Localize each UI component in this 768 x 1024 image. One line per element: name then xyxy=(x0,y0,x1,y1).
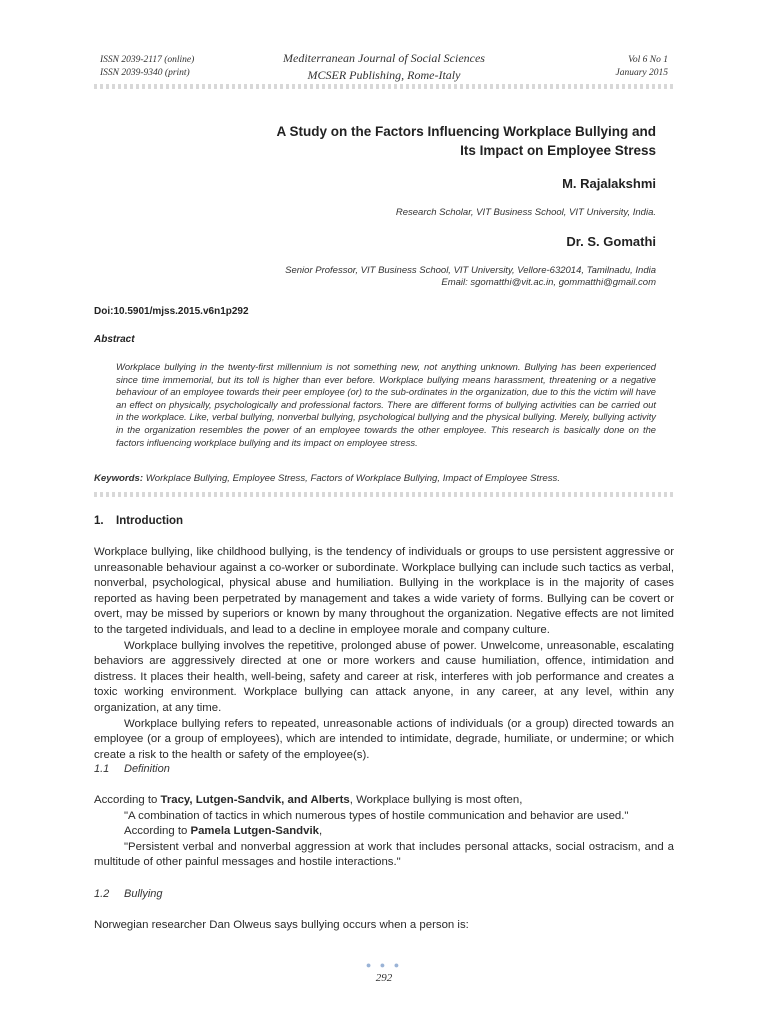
title-line-1: A Study on the Factors Influencing Workplace Bullying and xyxy=(276,124,656,139)
cited-author: Pamela Lutgen-Sandvik xyxy=(190,825,319,838)
header-journal xyxy=(250,50,518,84)
author-affiliation-1: Research Scholar, VIT Business School, VIT University, India. xyxy=(395,207,656,218)
affiliation-text: Senior Professor, VIT Business School, VIT University, Vellore-632014, Tamilnadu, India xyxy=(285,265,656,276)
section-heading-introduction xyxy=(94,515,183,527)
subsection-title: Definition xyxy=(124,763,170,775)
journal-name: Mediterranean Journal of Social Sciences xyxy=(283,51,485,65)
paper-title xyxy=(156,122,656,160)
definition-quote-1: "A combination of tactics in which numerous types of hostile communication and behavior are used." xyxy=(124,809,629,822)
subsection-heading-bullying xyxy=(94,888,163,900)
header-issn xyxy=(100,54,194,80)
issue-date: January 2015 xyxy=(615,68,668,78)
definition-line-1 xyxy=(94,793,674,809)
volume: Vol 6 No 1 xyxy=(628,55,668,65)
author-name-1: M. Rajalakshmi xyxy=(562,176,656,191)
subsection-title: Bullying xyxy=(124,888,163,900)
intro-paragraph-1: Workplace bullying, like childhood bullying, is the tendency of individuals or groups to use persistent aggressive or unreasonable behaviour against a co-worker or subordinate. Workplace bullying can include such tactics as verbal, nonverbal, psychological, physical abuse and humiliation. Bullying in the workplace is in the majority of cases reported as having been perpetrated by management and takes a wide variety of forms. Bullying can be covert or overt, may be missed by superiors or known by many throughout the organization. Negative effects are not limited to the targeted individuals, and lead to a decline in employee morale and company culture. xyxy=(94,546,674,636)
keywords-value: Workplace Bullying, Employee Stress, Factors of Workplace Bullying, Impact of Employee Stress. xyxy=(145,473,561,484)
abstract-divider xyxy=(94,492,676,497)
keywords-label: Keywords: xyxy=(94,473,144,484)
subsection-number: 1.1 xyxy=(94,763,110,775)
intro-paragraph-3: Workplace bullying refers to repeated, unreasonable actions of individuals (or a group) directed towards an employee (or a group of employees), which are intended to intimidate, degrade, humiliate, or undermine; or which create a risk to the health or safety of the employee(s). xyxy=(94,717,674,761)
section-title: Introduction xyxy=(116,515,184,527)
abstract-text: Workplace bullying in the twenty-first millennium is not something new, not anything unknown. Bullying has been experienced since time immemorial, but its toll is higher than ever before. Workplace bullying means harassment, threatening or a negative behaviour of an employee towards their peer employee (or) to the sub-ordinates in the organization, due to this the victim will have an effect on physically, psychologically and professional factors. There are different forms of bullying activities can be carried out in the workplace. Like, verbal bullying, nonverbal bullying, psychological bullying and the physical bullying. Merely, bullying activity in the organization resembles the power of an employee towards the other employee. This research is basically done on the factors influencing workplace bullying and its impact on employee stress. xyxy=(116,361,656,448)
page-number: 292 xyxy=(375,972,393,984)
introduction-body xyxy=(94,545,674,763)
publisher: MCSER Publishing, Rome-Italy xyxy=(307,68,461,82)
text: , Workplace bullying is most often, xyxy=(349,794,523,806)
issn-online: ISSN 2039-2117 (online) xyxy=(100,55,195,65)
definition-body xyxy=(94,793,674,871)
header-issue xyxy=(615,54,668,80)
intro-paragraph-2: Workplace bullying involves the repetitive, prolonged abuse of power. Unwelcome, unreasonable, escalating behaviors are aggressively directed at one or more workers and cause humiliation, offence, intimidation and distress. It places their health, well-being, safety and career at risk, interferes with job performance and creates a toxic working environment. Workplace bullying can attack anyone, in any career, at any level, within any organization, at any time. xyxy=(94,639,674,714)
subsection-number: 1.2 xyxy=(94,888,110,900)
author-affiliation-2 xyxy=(285,265,656,289)
cited-authors: Tracy, Lutgen-Sandvik, and Alberts xyxy=(160,794,350,806)
title-line-2: Its Impact on Employee Stress xyxy=(460,143,656,158)
subsection-heading-definition xyxy=(94,763,170,775)
issn-print: ISSN 2039-9340 (print) xyxy=(100,68,190,78)
author-name-2: Dr. S. Gomathi xyxy=(566,234,656,249)
section-number: 1. xyxy=(94,515,104,527)
definition-quote-2: "Persistent verbal and nonverbal aggression at work that includes personal attacks, social ostracism, and a multitude of other painful messages and hostile interactions." xyxy=(94,840,674,869)
author-email: Email: sgomatthi@vit.ac.in, gommatthi@gmail.com xyxy=(441,277,656,288)
keywords xyxy=(94,473,560,484)
abstract-heading: Abstract xyxy=(94,334,135,345)
header-divider xyxy=(94,84,676,89)
text: According to xyxy=(124,825,191,838)
definition-line-2 xyxy=(94,824,674,840)
text: According to xyxy=(94,794,161,806)
bullying-body xyxy=(94,918,674,934)
footer-dots: ● ● ● xyxy=(365,960,403,970)
doi: Doi:10.5901/mjss.2015.v6n1p292 xyxy=(94,306,249,317)
text: , xyxy=(318,825,323,838)
bullying-paragraph-1: Norwegian researcher Dan Olweus says bullying occurs when a person is: xyxy=(94,919,469,931)
